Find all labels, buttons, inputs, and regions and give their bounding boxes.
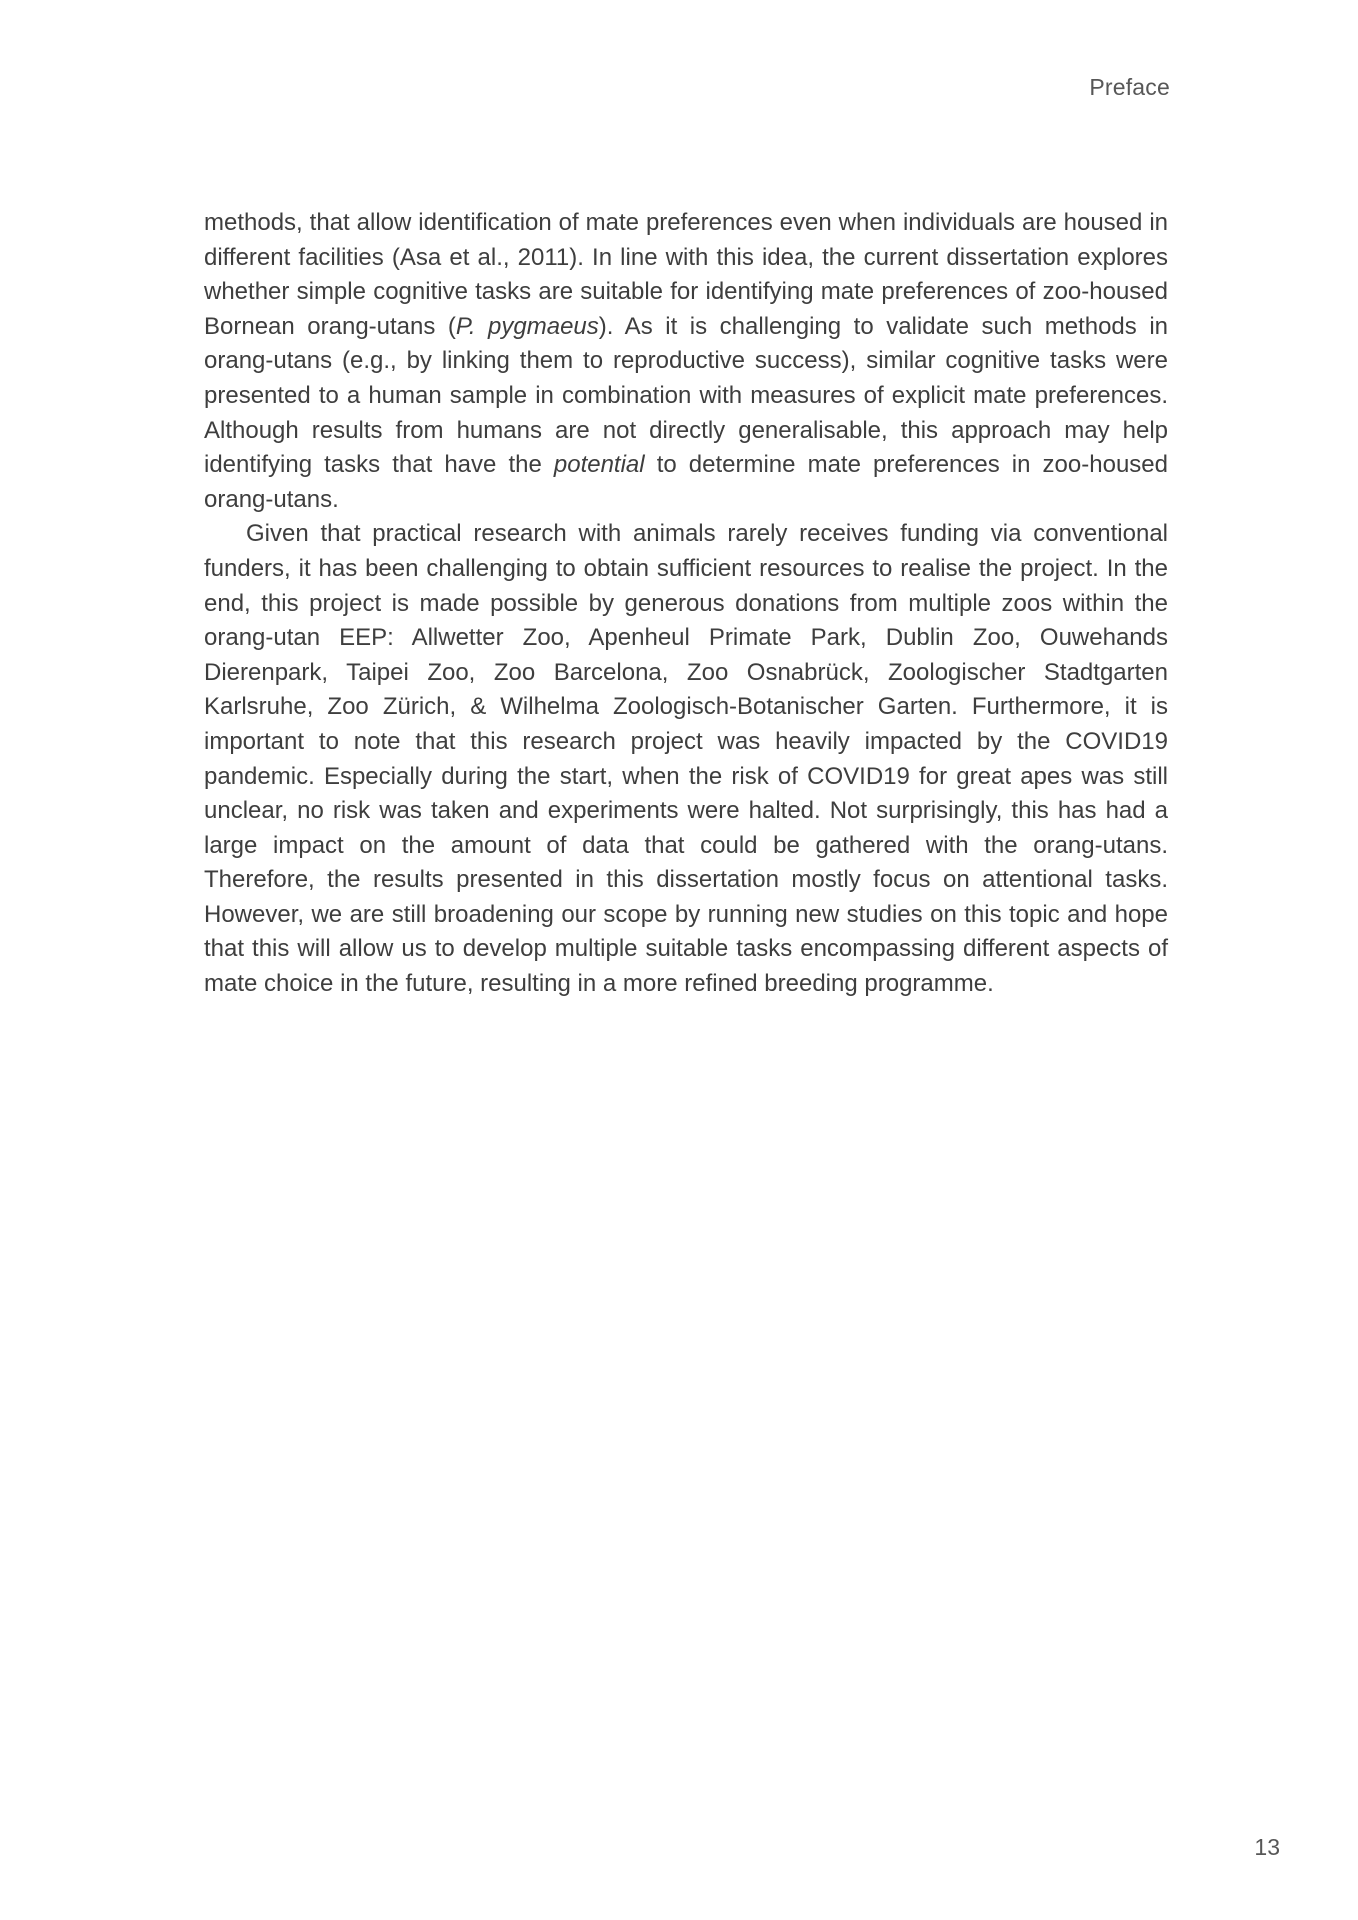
- text-segment: ). As it is challenging to validate such methods in orang-utans (e.g., by linking them to reproductive success), similar cognitive tasks were presented to a human sample in combination with measures of explicit mate preferences. Although results from humans are not directly generalisable, this approach may help identifying tasks that have the: [204, 312, 1169, 479]
- paragraph: [204, 517, 1168, 1001]
- page-number: 13: [1254, 1834, 1280, 1860]
- text-segment: to determine mate preferences in zoo-housed orang-utans.: [204, 451, 1168, 513]
- text-segment: Given that practical research with animals rarely receives funding via conventional funders, it has been challenging to obtain sufficient resources to realise the project. In the end, this project is made possible by generous donations from multiple zoos within the orang-utan EEP: Allwetter Zoo, Apenheul Primate Park, Dublin Zoo, Ouwehands Dierenpark, Taipei Zoo, Zoo Barcelona, Zoo Osnabrück, Zoologischer Stadtgarten Karlsruhe, Zoo Zürich, & Wilhelma Zoologisch-Botanischer Garten. Furthermore, it is important to note that this research project was heavily impacted by the COVID19 pandemic. Especially during the start, when the risk of COVID19 for great apes was still unclear, no risk was taken and experiments were halted. Not surprisingly, this has had a large impact on the amount of data that could be gathered with the orang-utans. Therefore, the results presented in this dissertation mostly focus on attentional tasks. However, we are still broadening our scope by running new studies on this topic and hope that this will allow us to develop multiple suitable tasks encompassing different aspects of mate choice in the future, resulting in a more refined breeding programme.: [204, 520, 1168, 998]
- italic-text-segment: P. pygmaeus: [455, 312, 599, 340]
- running-header: Preface: [1089, 74, 1170, 100]
- italic-text-segment: potential: [553, 451, 645, 479]
- paragraph: [204, 206, 1168, 517]
- body-text: [204, 206, 1168, 1002]
- text-segment: methods, that allow identification of mate preferences even when individuals are housed in different facilities (Asa et al., 2011). In line with this idea, the current dissertation explores whether simple cognitive tasks are suitable for identifying mate preferences of zoo-housed Bornean orang-utans (: [204, 209, 1168, 340]
